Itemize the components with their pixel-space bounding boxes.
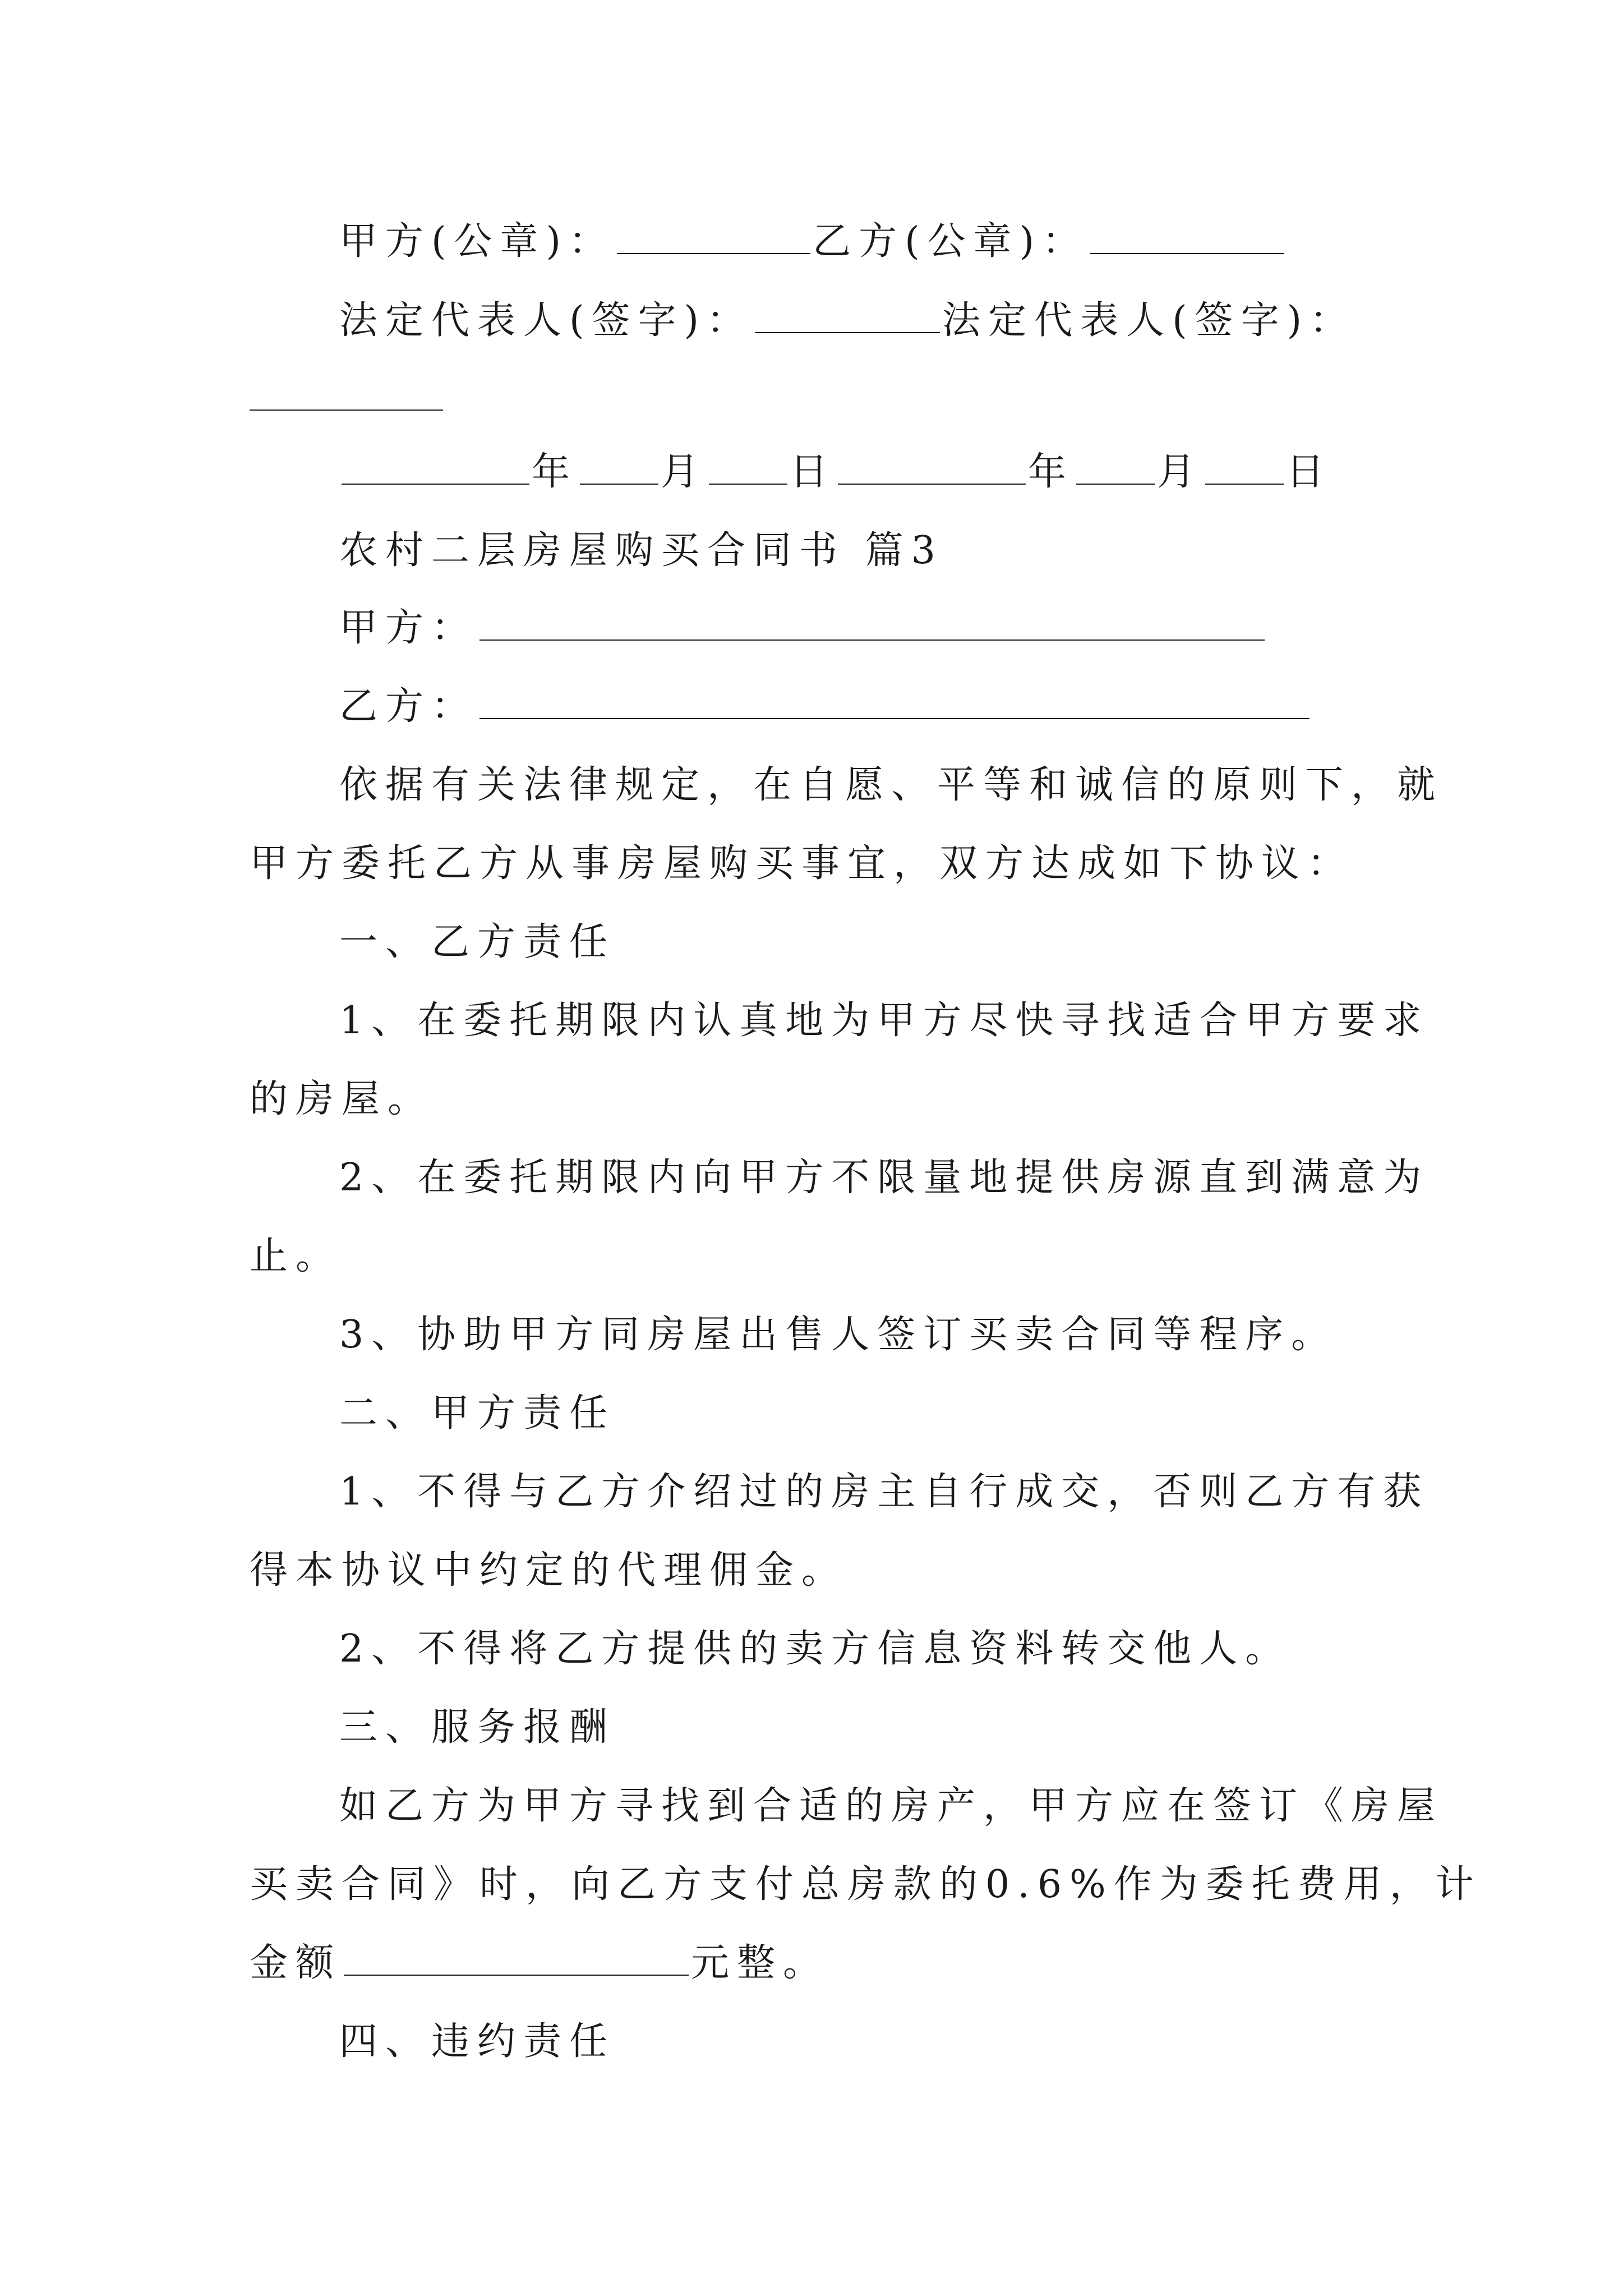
amount-suffix: 元整。 bbox=[691, 1941, 829, 1985]
contract-heading: 农村二层房屋购买合同书 篇3 bbox=[339, 528, 943, 573]
section-1-title: 一、乙方责任 bbox=[339, 920, 616, 964]
day-b-blank bbox=[1205, 448, 1284, 485]
month-b-blank bbox=[1076, 448, 1155, 485]
party-a-seal-blank bbox=[617, 217, 810, 254]
party-b-seal-blank bbox=[1090, 217, 1284, 254]
party-b-label: 乙方： bbox=[339, 684, 478, 729]
month-a-blank bbox=[580, 448, 658, 485]
section-2-item-2: 2、不得将乙方提供的卖方信息资料转交他人。 bbox=[339, 1627, 1292, 1671]
legal-rep-b-blank bbox=[250, 408, 443, 411]
amount-prefix: 金额 bbox=[250, 1941, 342, 1985]
section-3-line-1: 如乙方为甲方寻找到合适的房产，甲方应在签订《房屋 bbox=[339, 1784, 1444, 1828]
section-2-title: 二、甲方责任 bbox=[339, 1391, 616, 1435]
party-a-blank bbox=[479, 604, 1265, 641]
party-a-seal-label: 甲方(公章)： bbox=[339, 219, 615, 264]
legal-rep-line bbox=[0, 296, 1623, 346]
party-b-blank bbox=[479, 682, 1310, 719]
section-2-item-1-line-1: 1、不得与乙方介绍过的房主自行成交，否则乙方有获 bbox=[339, 1470, 1430, 1514]
section-1-item-2-line-2: 止。 bbox=[250, 1234, 342, 1278]
party-a-label: 甲方： bbox=[339, 606, 478, 650]
day-a-blank bbox=[709, 448, 787, 485]
day-a-label: 日 bbox=[790, 450, 836, 494]
section-1-item-1-line-2: 的房屋。 bbox=[250, 1077, 434, 1121]
section-1-item-1-line-1: 1、在委托期限内认真地为甲方尽快寻找适合甲方要求 bbox=[339, 999, 1430, 1043]
year-a-blank bbox=[342, 448, 529, 485]
section-3-line-3 bbox=[0, 1938, 1623, 1989]
section-3-line-2: 买卖合同》时，向乙方支付总房款的0.6%作为委托费用，计 bbox=[250, 1862, 1482, 1907]
section-4-title: 四、违约责任 bbox=[339, 2019, 616, 2064]
section-1-item-3: 3、协助甲方同房屋出售人签订买卖合同等程序。 bbox=[339, 1313, 1338, 1357]
section-2-item-1-line-2: 得本协议中约定的代理佣金。 bbox=[250, 1548, 848, 1593]
preamble-line-1: 依据有关法律规定，在自愿、平等和诚信的原则下，就 bbox=[339, 763, 1444, 807]
party-b-seal-label: 乙方(公章)： bbox=[813, 219, 1089, 264]
legal-rep-a-blank bbox=[755, 296, 940, 333]
year-b-label: 年 bbox=[1028, 450, 1075, 494]
party-b-line bbox=[0, 682, 1623, 732]
section-3-title: 三、服务报酬 bbox=[339, 1705, 616, 1750]
legal-rep-b-label: 法定代表人(签字)： bbox=[942, 298, 1356, 343]
preamble-line-2: 甲方委托乙方从事房屋购买事宜，双方达成如下协议： bbox=[250, 841, 1354, 886]
seal-line bbox=[0, 217, 1623, 267]
day-b-label: 日 bbox=[1286, 450, 1332, 494]
year-b-blank bbox=[838, 448, 1026, 485]
party-a-line bbox=[0, 603, 1623, 654]
date-line bbox=[0, 447, 1623, 498]
legal-rep-a-label: 法定代表人(签字)： bbox=[339, 298, 753, 343]
month-b-label: 月 bbox=[1157, 450, 1204, 494]
section-1-item-2-line-1: 2、在委托期限内向甲方不限量地提供房源直到满意为 bbox=[339, 1156, 1430, 1200]
month-a-label: 月 bbox=[661, 450, 707, 494]
amount-blank bbox=[344, 1939, 689, 1976]
year-a-label: 年 bbox=[532, 450, 578, 494]
